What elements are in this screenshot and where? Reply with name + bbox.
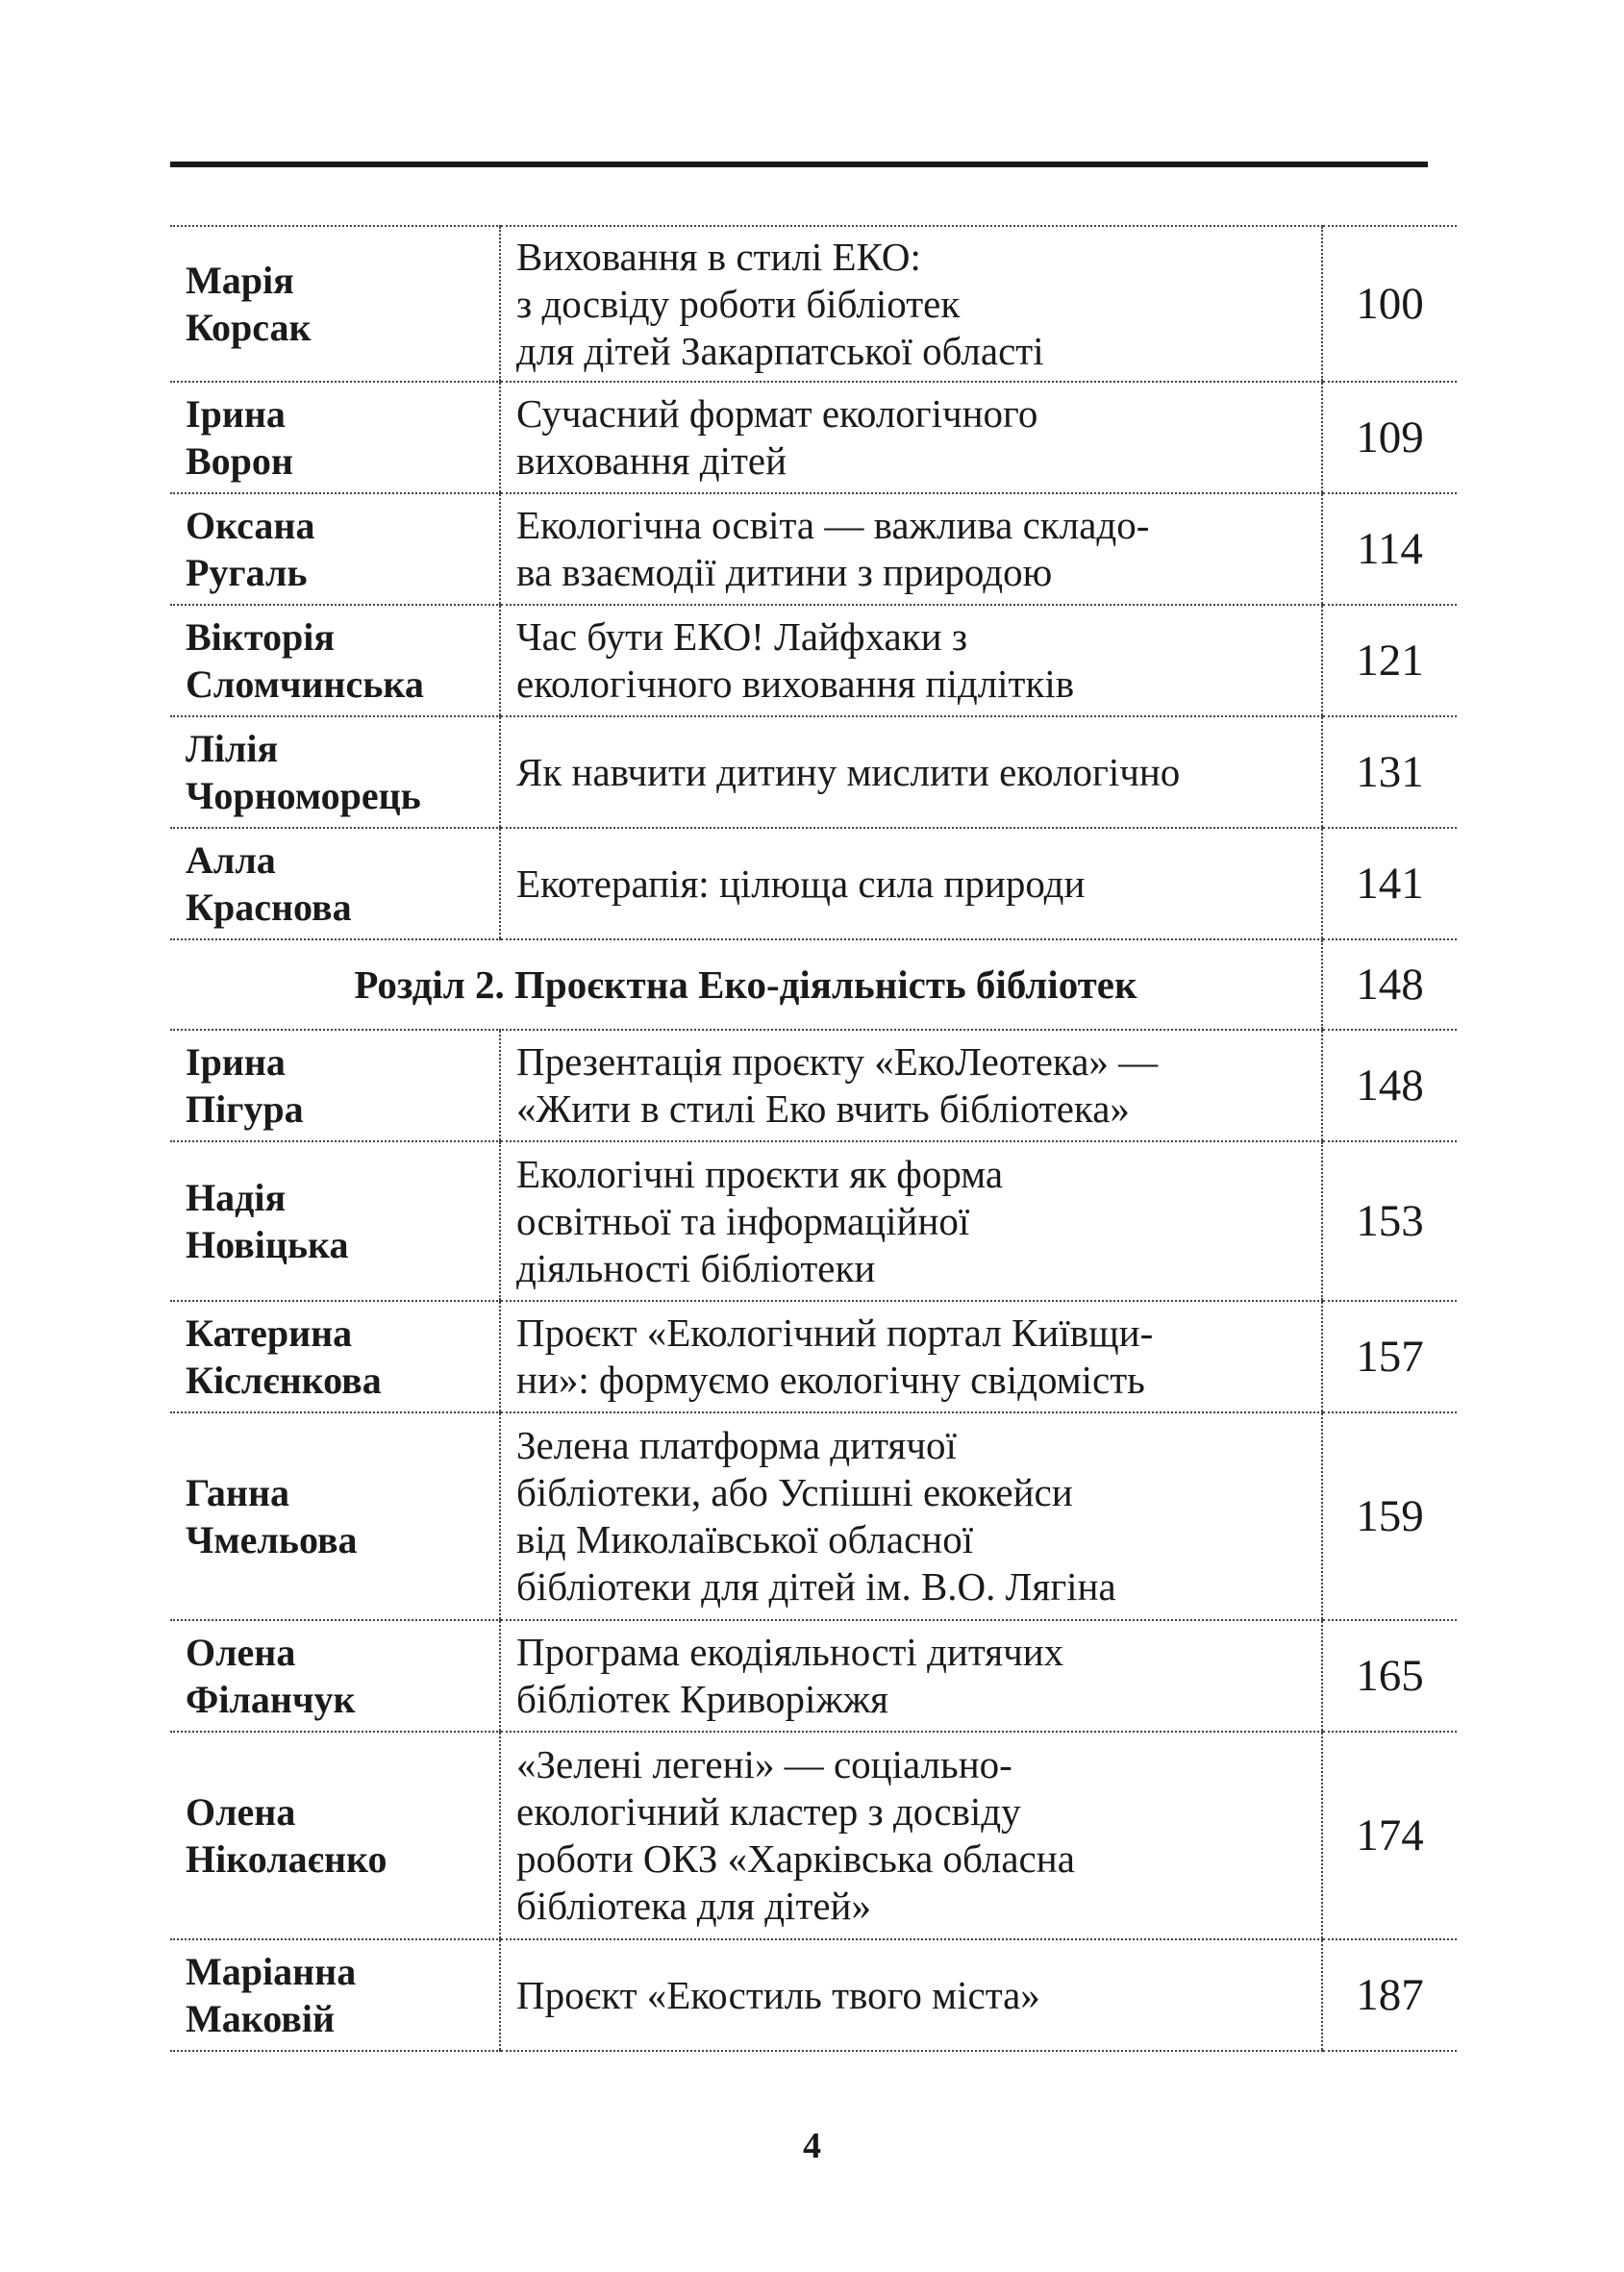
toc-title: Сучасний формат екологічного виховання дітей	[500, 382, 1322, 493]
toc-page-number: 157	[1322, 1301, 1457, 1412]
toc-row	[170, 1620, 1457, 1732]
toc-row	[170, 1030, 1457, 1141]
toc-row	[170, 1732, 1457, 1939]
toc-title: Програма екодіяльності дитячих бібліотек Криворіжжя	[500, 1620, 1322, 1732]
toc-title: Час бути ЕКО! Лайфхаки з екологічного виховання підлітків	[500, 605, 1322, 716]
toc-title: Екологічна освіта — важлива складо- ва взаємодії дитини з природою	[500, 493, 1322, 605]
toc-title: Як навчити дитину мислити екологічно	[500, 716, 1322, 828]
table-of-contents	[170, 225, 1457, 2052]
toc-page-number: 159	[1322, 1412, 1457, 1620]
toc-author: Ганна Чмельова	[170, 1412, 500, 1620]
toc-row	[170, 1141, 1457, 1301]
toc-author: Олена Ніколаєнко	[170, 1732, 500, 1939]
toc-author: Маріанна Маковій	[170, 1939, 500, 2051]
toc-page-number: 109	[1322, 382, 1457, 493]
toc-row	[170, 605, 1457, 716]
toc-page-number: 153	[1322, 1141, 1457, 1301]
toc-page-number: 121	[1322, 605, 1457, 716]
toc-author: Оксана Ругаль	[170, 493, 500, 605]
toc-row	[170, 382, 1457, 493]
toc-page-number: 141	[1322, 828, 1457, 939]
toc-author: Алла Краснова	[170, 828, 500, 939]
toc-row	[170, 1412, 1457, 1620]
toc-page-number: 174	[1322, 1732, 1457, 1939]
toc-row	[170, 493, 1457, 605]
toc-page-number: 131	[1322, 716, 1457, 828]
toc-title: Проєкт «Екологічний портал Київщи- ни»: формуємо екологічну свідомість	[500, 1301, 1322, 1412]
toc-page-number: 100	[1322, 226, 1457, 382]
toc-author: Лілія Чорноморець	[170, 716, 500, 828]
toc-author: Надія Новіцька	[170, 1141, 500, 1301]
page-number: 4	[803, 2126, 821, 2166]
toc-row	[170, 1939, 1457, 2051]
toc-author: Олена Філанчук	[170, 1620, 500, 1732]
toc-title: Презентація проєкту «ЕкоЛеотека» — «Жити в стилі Еко вчить бібліотека»	[500, 1030, 1322, 1141]
toc-row	[170, 1301, 1457, 1412]
toc-author: Марія Корсак	[170, 226, 500, 382]
toc-page-number: 148	[1322, 939, 1457, 1030]
toc-author: Ірина Ворон	[170, 382, 500, 493]
toc-author: Вікторія Сломчинська	[170, 605, 500, 716]
toc-row	[170, 226, 1457, 382]
section-title: Розділ 2. Проєктна Еко-діяльність бібліотек	[170, 939, 1322, 1030]
header-rule	[170, 162, 1428, 167]
toc-title: Виховання в стилі ЕКО: з досвіду роботи бібліотек для дітей Закарпатської області	[500, 226, 1322, 382]
toc-title: Проєкт «Екостиль твого міста»	[500, 1939, 1322, 2051]
toc-title: «Зелені легені» — соціально- екологічний кластер з досвіду роботи ОКЗ «Харківська обласна бібліотека для дітей»	[500, 1732, 1322, 1939]
toc-title: Екотерапія: цілюща сила природи	[500, 828, 1322, 939]
toc-page-number: 187	[1322, 1939, 1457, 2051]
toc-author: Катерина Кіслєнкова	[170, 1301, 500, 1412]
toc-page-number: 165	[1322, 1620, 1457, 1732]
toc-row	[170, 828, 1457, 939]
toc-author: Ірина Пігура	[170, 1030, 500, 1141]
section-heading-row	[170, 939, 1457, 1030]
toc-page-number: 148	[1322, 1030, 1457, 1141]
toc-row	[170, 716, 1457, 828]
toc-title: Екологічні проєкти як форма освітньої та інформаційної діяльності бібліотеки	[500, 1141, 1322, 1301]
toc-title: Зелена платформа дитячої бібліотеки, або Успішні екокейси від Миколаївської обласної бібліотеки для дітей ім. В.О. Лягіна	[500, 1412, 1322, 1620]
toc-page-number: 114	[1322, 493, 1457, 605]
